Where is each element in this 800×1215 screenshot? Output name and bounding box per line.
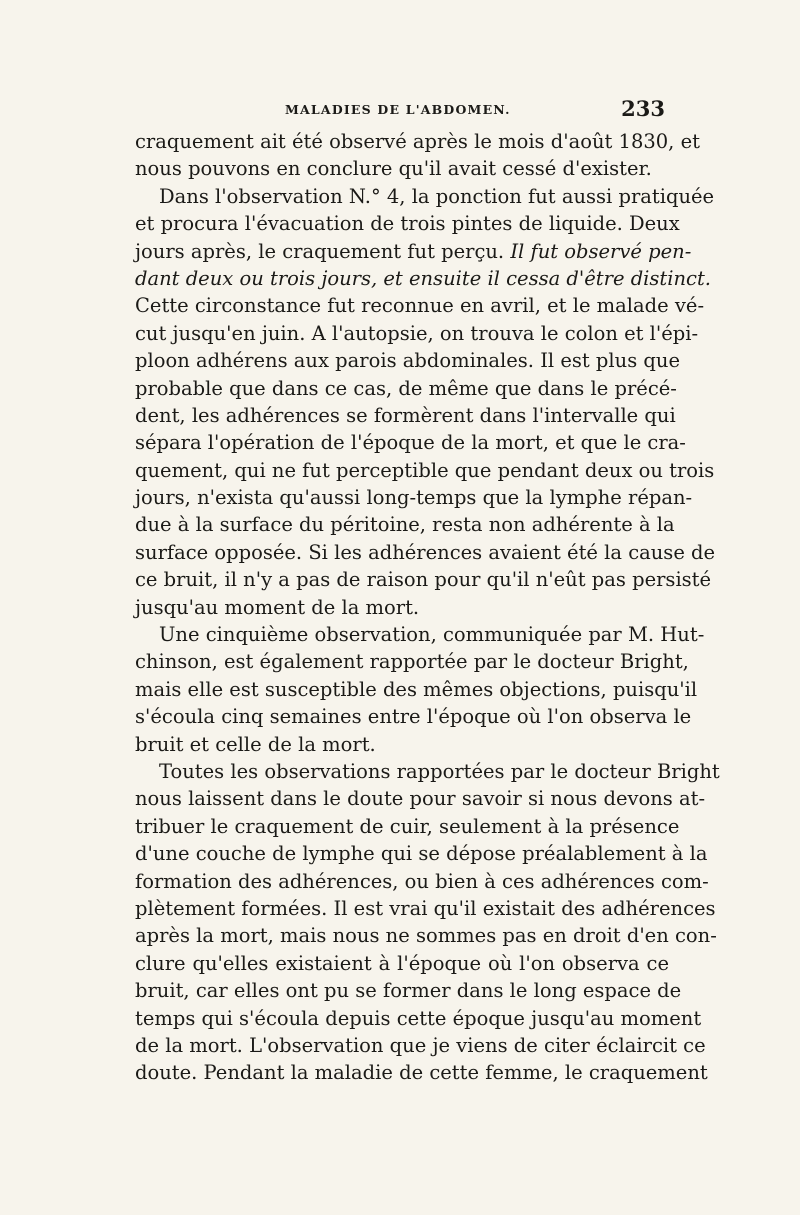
italic-line: dant deux ou trois jours, et ensuite il cessa d'être distinct.	[135, 266, 712, 290]
text-line: après la mort, mais nous ne sommes pas en droit d'en con-	[135, 924, 717, 948]
text-line: dent, les adhérences se formèrent dans l'intervalle qui	[135, 403, 676, 427]
text-line: nous pouvons en conclure qu'il avait cessé d'exister.	[135, 157, 652, 181]
text-line: temps qui s'écoula depuis cette époque jusqu'au moment	[135, 1006, 702, 1030]
italic-segment: Il fut observé pen-	[510, 239, 692, 263]
text-line: quement, qui ne fut perceptible que pendant deux ou trois	[135, 458, 715, 482]
text-line: jusqu'au moment de la mort.	[135, 595, 420, 619]
text-line: bruit et celle de la mort.	[135, 732, 376, 756]
text-line: jours, n'exista qu'aussi long-temps que la lymphe répan-	[135, 486, 693, 510]
paragraph-start-line: Dans l'observation N.° 4, la ponction fut aussi pratiquée	[159, 184, 715, 208]
text-line: probable que dans ce cas, de même que dans le précé-	[135, 376, 677, 400]
text-line: ce bruit, il n'y a pas de raison pour qu'il n'eût pas persisté	[135, 568, 712, 592]
text-line: cut jusqu'en juin. A l'autopsie, on trouva le colon et l'épi-	[135, 321, 699, 345]
paragraph-start-line: Toutes les observations rapportées par le docteur Bright	[159, 759, 720, 783]
running-head-title: MALADIES DE L'ABDOMEN.	[285, 102, 511, 117]
text-line: tribuer le craquement de cuir, seulement à la présence	[135, 814, 680, 838]
text-line: doute. Pendant la maladie de cette femme, le craquement	[135, 1061, 708, 1085]
text-line: et procura l'évacuation de trois pintes de liquide. Deux	[135, 212, 680, 236]
text-line: due à la surface du péritoine, resta non adhérente à la	[135, 513, 675, 537]
text-line: nous laissent dans le doute pour savoir si nous devons at-	[135, 787, 706, 811]
text-line	[135, 238, 692, 265]
running-head	[135, 96, 665, 126]
text-segment: jours après, le craquement fut perçu.	[135, 239, 505, 263]
text-line: formation des adhérences, ou bien à ces adhérences com-	[135, 869, 709, 893]
text-line: bruit, car elles ont pu se former dans le long espace de	[135, 979, 682, 1003]
text-line: Cette circonstance fut reconnue en avril, et le malade vé-	[135, 294, 705, 318]
text-line: de la mort. L'observation que je viens de citer éclaircit ce	[135, 1033, 706, 1057]
text-line: d'une couche de lymphe qui se dépose préalablement à la	[135, 842, 708, 866]
page-body	[135, 128, 720, 1087]
text-line: craquement ait été observé après le mois d'août 1830, et	[135, 130, 700, 153]
paragraph-start-line: Une cinquième observation, communiquée par M. Hut-	[159, 623, 705, 647]
text-line: ploon adhérens aux parois abdominales. Il est plus que	[135, 349, 680, 373]
text-line: chinson, est également rapportée par le docteur Bright,	[135, 650, 689, 674]
text-line: surface opposée. Si les adhérences avaient été la cause de	[135, 540, 716, 564]
text-line: s'écoula cinq semaines entre l'époque où l'on observa le	[135, 705, 692, 729]
text-line: plètement formées. Il est vrai qu'il existait des adhérences	[135, 896, 716, 920]
page-number: 233	[621, 96, 665, 121]
text-line: mais elle est susceptible des mêmes objections, puisqu'il	[135, 677, 698, 701]
text-line: sépara l'opération de l'époque de la mort, et que le cra-	[135, 431, 686, 455]
text-line: clure qu'elles existaient à l'époque où l'on observa ce	[135, 951, 669, 975]
